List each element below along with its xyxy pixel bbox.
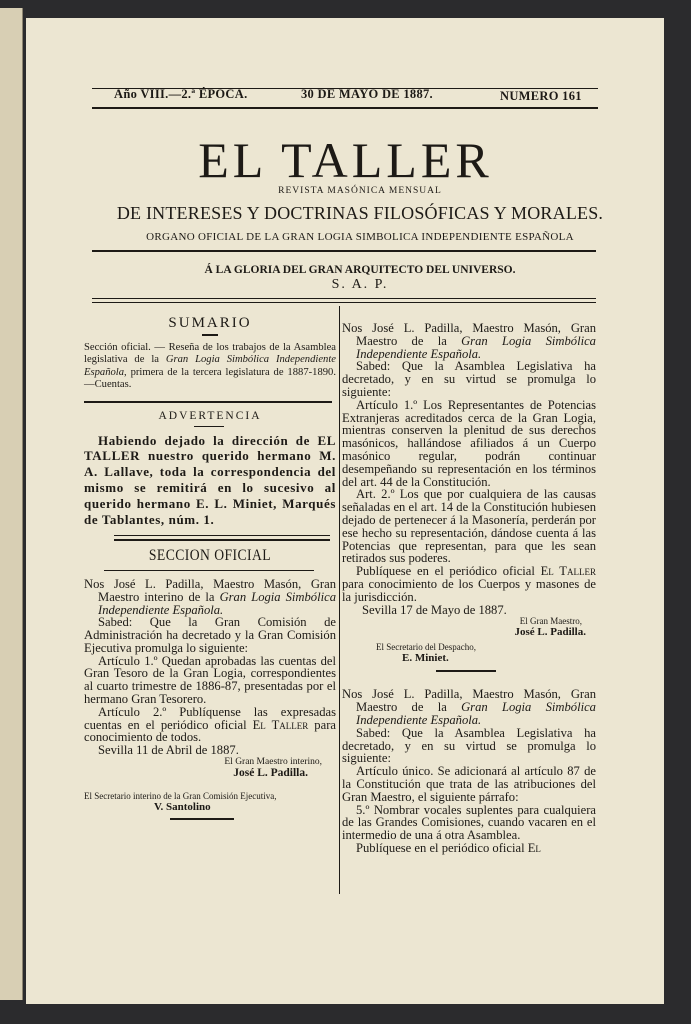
decree1-art1: Artículo 1.º Quedan aprobadas las cuentas del Gran Tesoro de la Gran Logia, correspondientes al cuarto trimestre de 1886-87, presentadas por el hermano Gran Tesorero. (84, 653, 336, 707)
sap: S. A. P. (331, 277, 389, 292)
right-column (342, 322, 596, 855)
decree3-paragraph5: 5.º Nombrar vocales suplentes para cualquiera de las Grandes Comisiones, cuando vacaren en el intermedio de una á otra Asamblea. (342, 802, 596, 843)
decree2-art1: Artículo 1.º Los Representantes de Potencias Extranjeras acreditados cerca de la Gran Logia, mientras conserven la plenitud de sus derechos masónicos, hallándose afiliados á un Cuerpo masónico regular, podrán continuar desempeñando su representación en los términos del art. 44 de la Constitución. (342, 397, 596, 489)
decree2-date: Sevilla 17 de Mayo de 1887. (362, 602, 507, 617)
advertencia-dash (194, 426, 224, 427)
masthead-organ: ORGANO OFICIAL DE LA GRAN LOGIA SIMBOLICA INDEPENDIENTE ESPAÑOLA (146, 231, 574, 243)
decree1-signature-title: El Gran Maestro interino, (224, 757, 322, 768)
decree1-intro: Nos José L. Padilla, Maestro Masón, Gran Maestro interino de la Gran Logia Simbólica Independiente Española. (84, 576, 336, 617)
header-rule-bottom (92, 107, 598, 109)
sumario-dash (202, 334, 218, 336)
decree3-intro: Nos José L. Padilla, Maestro Masón, Gran Maestro de la Gran Logia Simbólica Independiente Española. (342, 687, 596, 727)
decree1-secretary-name: V. Santolino (154, 801, 211, 814)
sumario-heading: SUMARIO (168, 315, 252, 331)
decree1-art2: Artículo 2.º Publíquense las expresadas cuentas en el periódico oficial El Taller para conocimiento de todos. (84, 704, 336, 745)
decree2-intro: Nos José L. Padilla, Maestro Masón, Gran Maestro de la Gran Logia Simbólica Independiente Española. (342, 321, 596, 361)
seccion-oficial-heading: SECCION OFICIAL (148, 546, 272, 564)
decree1-secretary-title: El Secretario interino de la Gran Comisión Ejecutiva, (84, 791, 277, 802)
year-epoch: Año VIII.—2.ª ÉPOCA. (114, 87, 248, 101)
decree1-end-rule (170, 818, 234, 820)
decree3-article: Artículo único. Se adicionará al artículo 87 de la Constitución que trata de las atribuciones del Gran Maestro, el siguiente párrafo: (342, 764, 596, 804)
advertencia-text: Habiendo dejado la dirección de EL TALLER nuestro querido hermano M. A. Lallave, toda la correspondencia del mismo se remitirá en lo sucesivo al querido hermano E. L. Miniet, Marqués de Tablantes, núm. 1. (84, 432, 336, 527)
issue-number: NUMERO 161 (500, 89, 582, 103)
decree2-end-rule (436, 670, 496, 672)
decree2-secretary-title: El Secretario del Despacho, (376, 642, 476, 653)
decree2-art2: Art. 2.º Los que por cualquiera de las causas señaladas en el art. 14 de la Constitución hubiesen dejado de pertenecer á la Masonería, perderán por ese hecho su representación, dándose cuenta á las Potencias que representan, para que les sean retirados sus poderes. (342, 487, 596, 566)
masthead-interests: DE INTERESES Y DOCTRINAS FILOSÓFICAS Y MORALES. (116, 203, 604, 223)
masthead-rule (92, 250, 596, 252)
decree2-sabed: Sabed: Que la Asamblea Legislativa ha decretado, y en su virtud se promulga lo siguiente: (342, 359, 596, 399)
advertencia-rule-b (114, 539, 330, 541)
motto: Á LA GLORIA DEL GRAN ARQUITECTO DEL UNIVERSO. (204, 264, 516, 276)
decree1-date: Sevilla 11 de Abril de 1887. (98, 743, 239, 758)
issue-date: 30 DE MAYO DE 1887. (301, 87, 433, 101)
advertencia-heading: ADVERTENCIA (158, 409, 262, 422)
decree3-sabed: Sabed: Que la Asamblea Legislativa ha decretado, y en su virtud se promulga lo siguiente: (342, 725, 596, 766)
decree1-signature-name: José L. Padilla. (233, 767, 308, 780)
decree2-publish: Publíquese en el periódico oficial El Taller para conocimiento de los Cuerpos y masones de la jurisdicción. (342, 564, 596, 604)
decree2-secretary-name: E. Miniet. (402, 652, 449, 665)
decree2-signature-name: José L. Padilla. (514, 626, 586, 639)
left-column (84, 315, 336, 820)
sumario-rule (84, 401, 332, 403)
masthead-rule-2a (92, 298, 596, 299)
newspaper-title: EL TALLER (198, 132, 493, 188)
sumario-text: Sección oficial. — Reseña de los trabajos de la Asamblea legislativa de la Gran Logia Simbólica Independiente Española, primera de la tercera legislatura de 1887-1890.—Cuentas. (84, 342, 336, 391)
seccion-rule (104, 570, 314, 571)
masthead-subtitle: REVISTA MASÓNICA MENSUAL (278, 186, 442, 196)
decree2-signature-title: El Gran Maestro, (519, 616, 582, 627)
masthead-rule-2b (92, 302, 596, 303)
decree1-sabed: Sabed: Que la Gran Comisión de Administración ha decretado y la Gran Comisión Ejecutiva promulga lo siguiente: (84, 615, 336, 655)
decree3-publish: Publíquese en el periódico oficial El (356, 840, 541, 855)
column-divider (339, 306, 340, 894)
advertencia-rule-a (114, 535, 330, 536)
